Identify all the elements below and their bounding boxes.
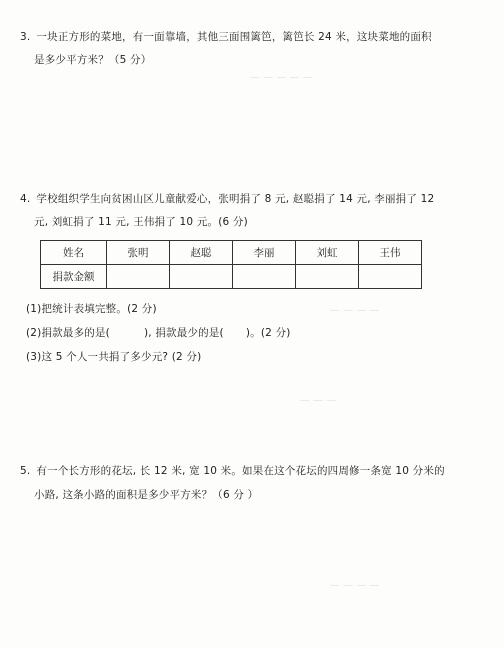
- name-cell: 赵聪: [170, 241, 233, 265]
- question-4-line-1: [20, 192, 434, 206]
- table-row-names: [41, 241, 422, 265]
- question-4-text-1: 学校组织学生向贫困山区儿童献爱心，张明捐了 8 元, 赵聪捐了 14 元, 李丽捐了 12: [36, 193, 435, 205]
- question-5-line-2: [34, 488, 258, 502]
- amount-cell[interactable]: [296, 265, 359, 289]
- amount-cell[interactable]: [359, 265, 422, 289]
- show-through-text: — — — —: [330, 305, 380, 316]
- question-3-number: 3.: [20, 31, 31, 43]
- question-5-number: 5.: [20, 465, 31, 477]
- header-cell-name: 姓名: [41, 241, 107, 265]
- sub-question-2-text-c: )。(2 分): [245, 327, 291, 339]
- name-cell: 张明: [107, 241, 170, 265]
- amount-cell[interactable]: [233, 265, 296, 289]
- show-through-text: — — — —: [330, 580, 380, 591]
- question-5-line-1: [20, 464, 445, 478]
- question-3-line-2: [34, 53, 151, 67]
- amount-cell[interactable]: [170, 265, 233, 289]
- show-through-text: — — — — —: [250, 72, 313, 83]
- question-4-sub-2: [26, 326, 291, 340]
- table-row-amounts: [41, 265, 422, 289]
- show-through-text: — — —: [300, 395, 337, 406]
- amount-cell[interactable]: [107, 265, 170, 289]
- question-3-line-1: [20, 30, 432, 44]
- name-cell: 王伟: [359, 241, 422, 265]
- sub-question-2-text-a: (2)捐款最多的是(: [26, 327, 110, 339]
- donation-table: [40, 240, 422, 289]
- question-4-line-2: [34, 215, 248, 229]
- question-4-sub-3: [26, 350, 201, 364]
- question-4-text-2: 元, 刘虹捐了 11 元, 王伟捐了 10 元。(6 分): [34, 216, 248, 228]
- question-4-number: 4.: [20, 193, 31, 205]
- question-5-text-1: 有一个长方形的花坛, 长 12 米, 宽 10 米。如果在这个花坛的四周修一条宽 10 分米的: [36, 465, 445, 477]
- sub-question-2-text-b: ), 捐款最少的是(: [143, 327, 224, 339]
- header-cell-amount: 捐款金额: [41, 265, 107, 289]
- question-3-text-2: 是多少平方米？（5 分）: [34, 54, 152, 66]
- name-cell: 李丽: [233, 241, 296, 265]
- question-4-sub-1: [26, 302, 157, 316]
- sub-question-1-text: (1)把统计表填完整。(2 分): [26, 303, 157, 315]
- question-3-text-1: 一块正方形的菜地，有一面靠墙，其他三面围篱笆，篱笆长 24 米，这块菜地的面积: [36, 31, 432, 43]
- name-cell: 刘虹: [296, 241, 359, 265]
- question-5-text-2: 小路, 这条小路的面积是多少平方米？（6 分 ）: [34, 489, 259, 501]
- sub-question-3-text: (3)这 5 个人一共捐了多少元? (2 分): [26, 351, 202, 363]
